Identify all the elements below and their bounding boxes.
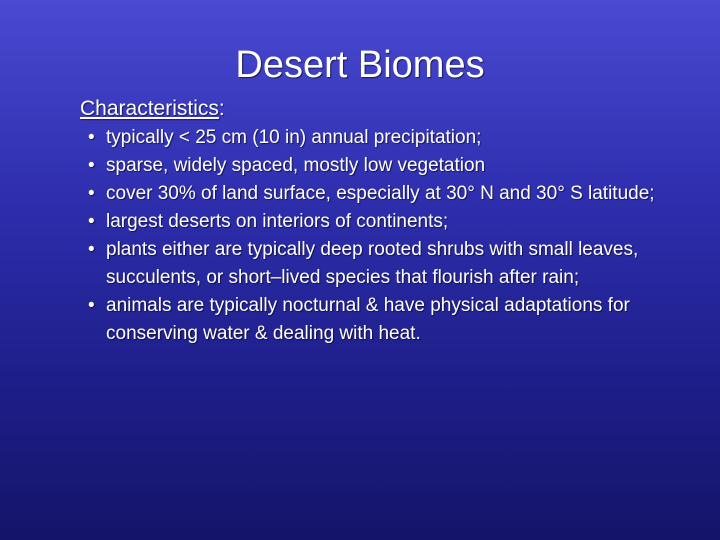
bullet-text: largest deserts on interiors of continents;: [106, 211, 449, 232]
bullet-dot: •: [88, 239, 95, 260]
bullet-dot: •: [88, 211, 95, 232]
bullet-item: [88, 208, 668, 236]
bullet-text: typically < 25 cm (10 in) annual precipitation;: [106, 127, 482, 148]
bullet-list: [88, 124, 668, 348]
bullet-dot: •: [88, 155, 95, 176]
subheading-colon: :: [218, 97, 225, 120]
slide-title: Desert Biomes: [235, 44, 485, 86]
bullet-dot: •: [88, 183, 95, 204]
bullet-item: [88, 180, 668, 208]
bullet-item: [88, 292, 668, 348]
bullet-text: sparse, widely spaced, mostly low vegetation: [106, 155, 486, 176]
bullet-text: cover 30% of land surface, especially at 30° N and 30° S latitude;: [106, 183, 655, 204]
subheading-text: Characteristics: [80, 97, 219, 120]
bullet-item: [88, 236, 668, 292]
bullet-text: plants either are typically deep rooted shrubs with small leaves, succulents, or short–lived species that flourish after rain;: [106, 239, 639, 288]
bullet-text: animals are typically nocturnal & have physical adaptations for conserving water & dealing with heat.: [106, 295, 630, 344]
subheading: [80, 95, 225, 123]
bullet-dot: •: [88, 295, 95, 316]
bullet-dot: •: [88, 127, 95, 148]
bullet-item: [88, 152, 668, 180]
bullet-item: [88, 124, 668, 152]
